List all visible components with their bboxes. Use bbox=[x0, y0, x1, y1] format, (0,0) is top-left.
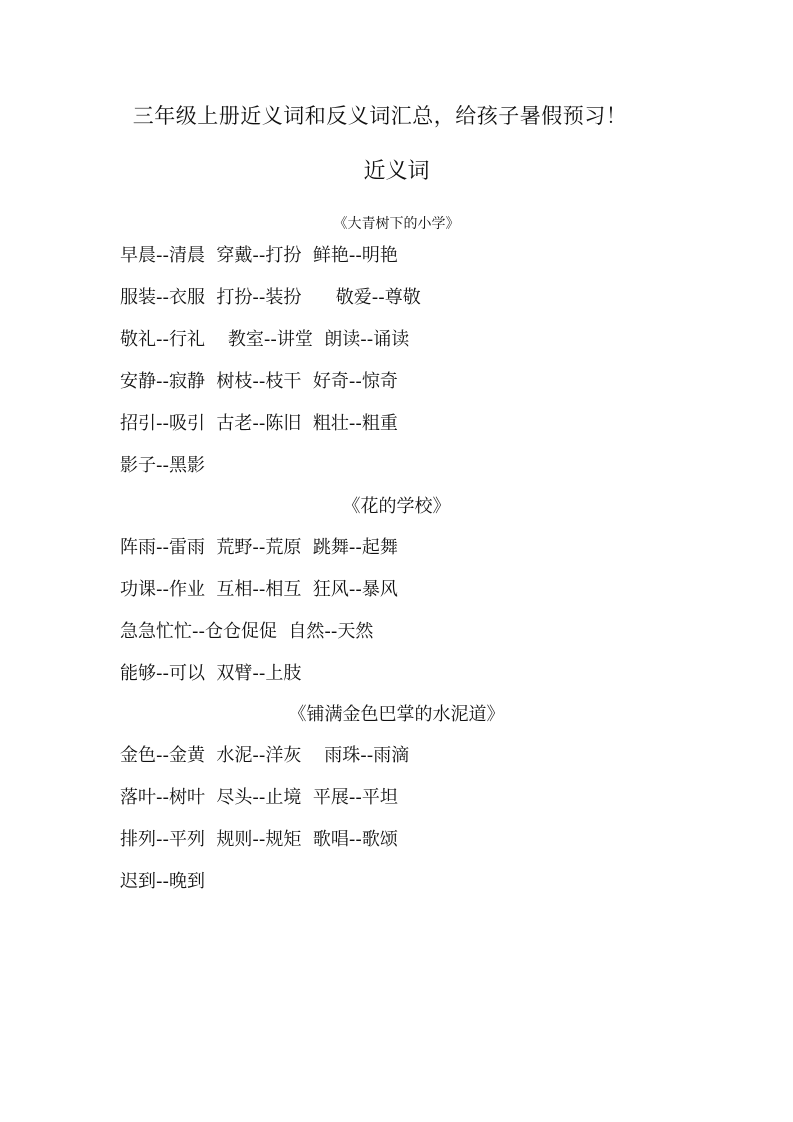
word-line: 阵雨--雷雨 荒野--荒原 跳舞--起舞 bbox=[120, 537, 398, 558]
lesson-title-1: 《大青树下的小学》 bbox=[333, 216, 460, 232]
word-line: 服装--衣服 打扮--装扮 敬爱--尊敬 bbox=[120, 287, 421, 308]
word-line: 敬礼--行礼 教室--讲堂 朗读--诵读 bbox=[120, 329, 410, 350]
word-line: 排列--平列 规则--规矩 歌唱--歌颂 bbox=[120, 829, 398, 850]
word-line: 金色--金黄 水泥--洋灰 雨珠--雨滴 bbox=[120, 745, 410, 766]
word-line: 安静--寂静 树枝--枝干 好奇--惊奇 bbox=[120, 371, 398, 392]
word-line: 招引--吸引 古老--陈旧 粗壮--粗重 bbox=[120, 413, 398, 434]
word-line: 迟到--晚到 bbox=[120, 871, 205, 892]
section-title-synonyms: 近义词 bbox=[363, 159, 430, 184]
word-line: 落叶--树叶 尽头--止境 平展--平坦 bbox=[120, 787, 398, 808]
word-line: 急急忙忙--仓仓促促 自然--天然 bbox=[120, 621, 374, 642]
lesson-title-3: 《铺满金色巴掌的水泥道》 bbox=[288, 704, 505, 725]
word-line: 早晨--清晨 穿戴--打扮 鲜艳--明艳 bbox=[120, 245, 398, 266]
word-line: 功课--作业 互相--相互 狂风--暴风 bbox=[120, 579, 398, 600]
word-line: 能够--可以 双臂--上肢 bbox=[120, 663, 302, 684]
word-line: 影子--黑影 bbox=[120, 455, 205, 476]
lesson-title-2: 《花的学校》 bbox=[342, 496, 451, 517]
document-title: 三年级上册近义词和反义词汇总，给孩子暑假预习！ bbox=[132, 104, 628, 128]
